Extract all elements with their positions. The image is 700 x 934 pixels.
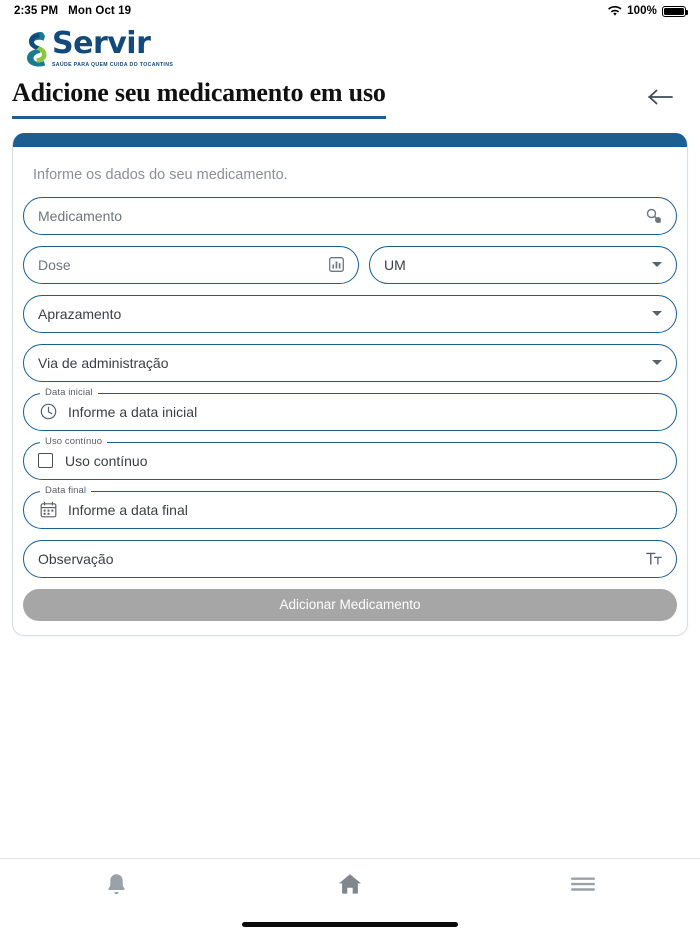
- card-accent-bar: [12, 133, 688, 147]
- uso-continuo-label: Uso contínuo: [65, 452, 148, 469]
- clock-icon: [38, 402, 58, 422]
- dose-field[interactable]: [23, 246, 359, 284]
- data-inicial-placeholder: Informe a data inicial: [68, 403, 198, 420]
- brand-header: [0, 22, 700, 72]
- page-header: [0, 72, 700, 119]
- status-bar-left: [14, 5, 131, 17]
- logo-text: [52, 25, 174, 68]
- data-final-legend: Data final: [40, 485, 91, 496]
- text-format-icon[interactable]: [646, 551, 662, 566]
- data-final-field[interactable]: [23, 484, 677, 529]
- content-spacer: [0, 636, 700, 858]
- data-inicial-field[interactable]: [23, 386, 677, 431]
- back-button[interactable]: [644, 84, 678, 110]
- dose-placeholder: Dose: [38, 256, 71, 273]
- nav-item-notifications[interactable]: [0, 859, 233, 914]
- status-bar: [0, 0, 700, 22]
- bell-icon: [106, 873, 127, 901]
- home-icon: [338, 873, 362, 900]
- hamburger-icon: [571, 876, 595, 897]
- aprazamento-select[interactable]: [23, 295, 677, 333]
- bottom-navigation: [0, 858, 700, 914]
- via-administracao-value: Via de administração: [38, 354, 169, 371]
- form-hint: Informe os dados do seu medicamento.: [33, 166, 288, 183]
- via-administracao-select[interactable]: [23, 344, 677, 382]
- home-indicator: [0, 914, 700, 934]
- status-date: Mon Oct 19: [68, 5, 132, 17]
- data-inicial-legend: Data inicial: [40, 387, 98, 398]
- battery-icon: [662, 6, 686, 17]
- chevron-down-icon[interactable]: [652, 360, 662, 365]
- status-bar-right: [608, 5, 686, 17]
- battery-percent-label: 100%: [627, 5, 657, 17]
- pill-search-icon[interactable]: [646, 208, 662, 224]
- aprazamento-value: Aprazamento: [38, 305, 122, 322]
- nav-item-home[interactable]: [233, 859, 466, 914]
- logo: [22, 25, 174, 68]
- wifi-icon: [608, 6, 622, 17]
- nav-item-menu[interactable]: [467, 859, 700, 914]
- brand-name: Servir: [52, 25, 151, 61]
- medication-form-card: [12, 133, 688, 636]
- home-indicator-bar: [242, 922, 458, 927]
- chevron-down-icon[interactable]: [652, 262, 662, 267]
- uso-continuo-field[interactable]: [23, 435, 677, 480]
- calendar-icon: [38, 500, 58, 520]
- chart-icon[interactable]: [329, 257, 344, 272]
- um-select[interactable]: [369, 246, 677, 284]
- servir-logo-icon: [22, 30, 48, 68]
- medicamento-placeholder: Medicamento: [38, 207, 123, 224]
- observacao-field[interactable]: [23, 540, 677, 578]
- chevron-down-icon[interactable]: [652, 311, 662, 316]
- status-time: 2:35 PM: [14, 5, 59, 17]
- uso-continuo-legend: Uso contínuo: [40, 436, 107, 447]
- dose-row: [23, 246, 677, 295]
- arrow-left-icon: [648, 88, 674, 106]
- observacao-placeholder: Observação: [38, 550, 114, 567]
- uso-continuo-checkbox[interactable]: [38, 453, 53, 468]
- card-body: [13, 147, 687, 635]
- data-final-placeholder: Informe a data final: [68, 501, 188, 518]
- medicamento-field[interactable]: [23, 197, 677, 235]
- add-medication-button[interactable]: Adicionar Medicamento: [23, 589, 677, 621]
- page-title: Adicione seu medicamento em uso: [12, 78, 386, 119]
- um-value: UM: [384, 256, 406, 273]
- brand-tagline: SAÚDE PARA QUEM CUIDA DO TOCANTINS: [52, 61, 174, 68]
